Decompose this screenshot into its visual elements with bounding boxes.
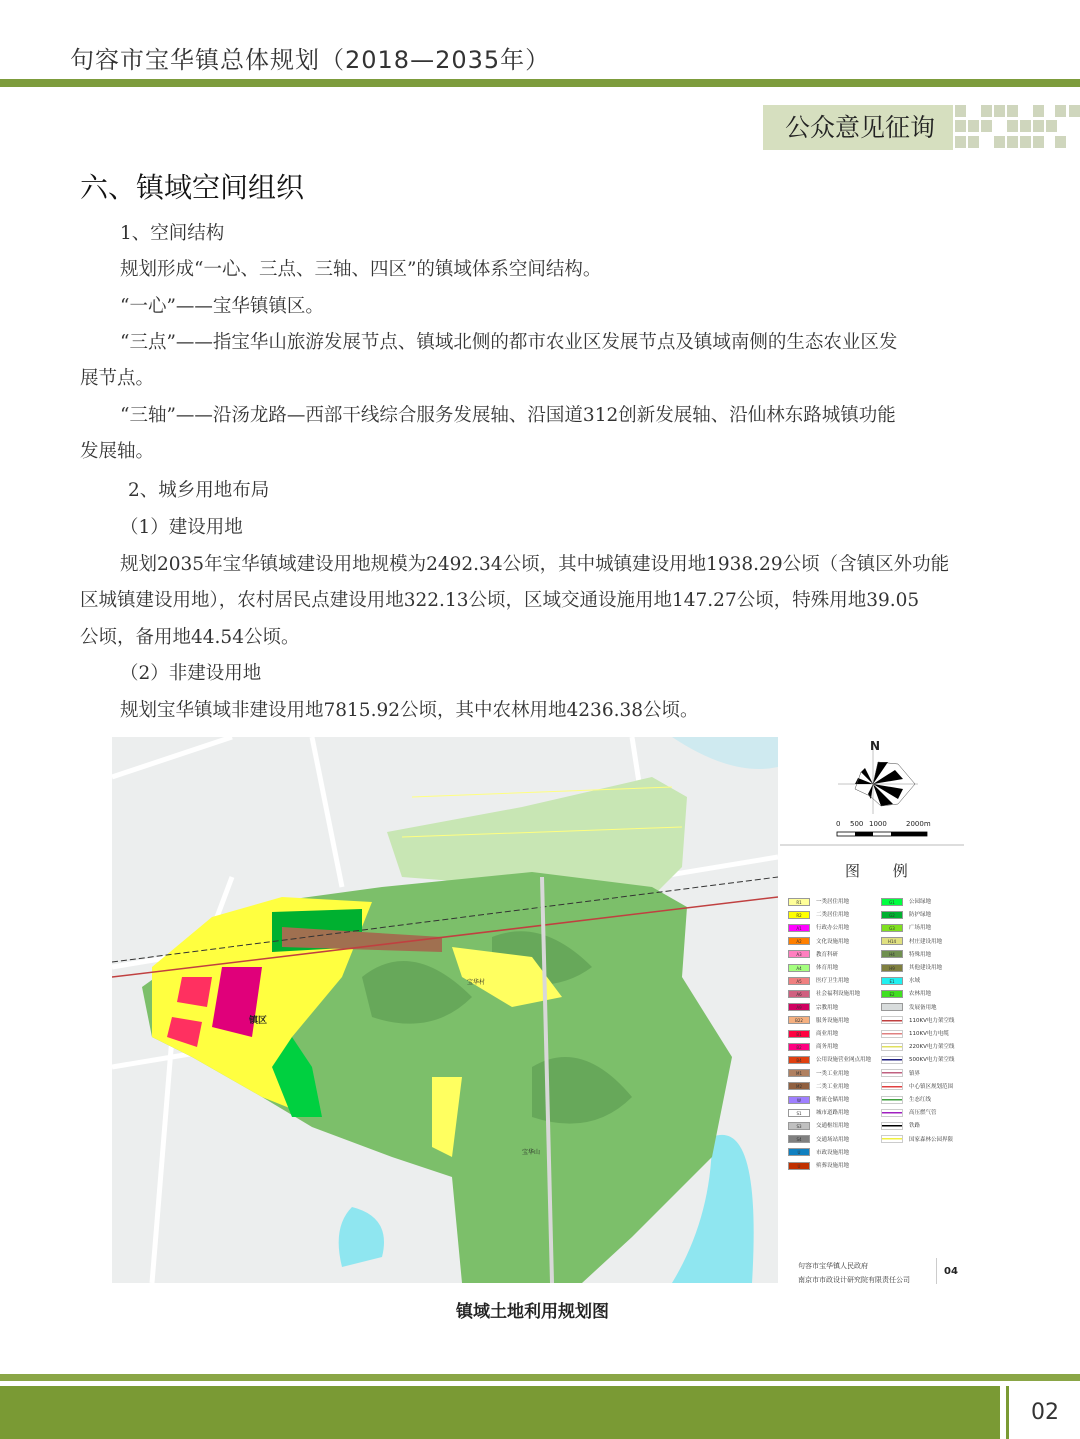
land-use-map	[112, 737, 778, 1283]
legend-label: 医疗卫生用地	[816, 978, 850, 985]
map-graphic	[112, 737, 778, 1283]
legend-label: 一类工业用地	[816, 1070, 850, 1077]
legend-label: 文化设施用地	[816, 938, 850, 945]
legend-swatch: B4	[788, 1056, 810, 1064]
paragraph: “一心”——宝华镇镇区。	[120, 296, 324, 317]
legend-label: 商务用地	[816, 1044, 839, 1051]
legend-label: 城市道路用地	[816, 1110, 850, 1117]
legend-swatch: U	[788, 1148, 810, 1156]
legend-label: 教育科研	[816, 951, 839, 958]
legend-label: 镇界	[909, 1070, 921, 1077]
legend-swatch: M1	[788, 1069, 810, 1077]
legend-swatch: B1	[788, 1030, 810, 1038]
scale-label: 0	[836, 820, 841, 828]
legend-item	[881, 937, 942, 947]
legend-item	[788, 976, 849, 986]
legend-swatch	[881, 1016, 903, 1024]
paragraph: 公顷，备用地44.54公顷。	[80, 627, 300, 648]
legend-swatch	[881, 1096, 903, 1104]
legend-item	[881, 989, 931, 999]
paragraph: （2）非建设用地	[120, 663, 262, 684]
legend-swatch: H9	[881, 964, 903, 972]
legend-label: 特殊用地	[909, 951, 932, 958]
legend-label: 行政办公用地	[816, 925, 850, 932]
map-label-mountain: 宝华山	[522, 1149, 541, 1156]
sheet-number: 04	[944, 1266, 958, 1277]
map-label-village: 宝华村	[467, 979, 486, 986]
legend-item	[788, 963, 838, 973]
legend-label: 农林用地	[909, 991, 932, 998]
legend-item	[788, 1029, 838, 1039]
legend-item	[788, 1042, 838, 1052]
legend-swatch: R2	[788, 911, 810, 919]
paragraph: 区城镇建设用地），农村居民点建设用地322.13公顷，区域交通设施用地147.27公顷，特殊用地39.05	[80, 590, 920, 611]
legend-item	[788, 1148, 849, 1158]
legend-label: 广场用地	[909, 925, 932, 932]
legend-swatch: G1	[881, 898, 903, 906]
legend-label: 村庄建设用地	[909, 938, 943, 945]
legend-item	[881, 1082, 953, 1092]
legend-label: 服务设施用地	[816, 1017, 850, 1024]
credit-divider	[936, 1258, 937, 1284]
legend-swatch: G3	[881, 924, 903, 932]
paragraph: “三点”——指宝华山旅游发展节点、镇域北侧的都市农业区发展节点及镇域南侧的生态农业区发	[120, 332, 898, 353]
north-label: N	[870, 739, 881, 753]
paragraph: 2、城乡用地布局	[128, 480, 270, 501]
legend-label: 二类工业用地	[816, 1083, 850, 1090]
legend-label: 110KV电力架空线	[909, 1017, 955, 1024]
paragraph: （1）建设用地	[120, 517, 243, 538]
legend-label: 交通枢纽用地	[816, 1123, 850, 1130]
legend-item	[788, 1095, 849, 1105]
legend-item	[881, 1135, 953, 1145]
legend-item	[788, 1082, 849, 1092]
legend-swatch	[881, 1069, 903, 1077]
map-label-town: 镇区	[249, 1016, 268, 1026]
legend-swatch: E2	[881, 990, 903, 998]
legend-label: 二类居住用地	[816, 912, 850, 919]
scale-label: 1000	[869, 820, 887, 828]
legend-item	[881, 1055, 954, 1065]
legend-label: 防护绿地	[909, 912, 932, 919]
legend-item	[881, 1121, 920, 1131]
legend-title: 图 例	[845, 862, 922, 880]
legend-swatch: A4	[788, 964, 810, 972]
legend-swatch: R1	[788, 898, 810, 906]
legend-label: 一类居住用地	[816, 899, 850, 905]
legend-swatch: B2	[788, 1043, 810, 1051]
header-rule	[0, 79, 1080, 87]
credit-designer: 南京市市政设计研究院有限责任公司	[798, 1276, 910, 1284]
legend-label: 交通场站用地	[816, 1136, 850, 1143]
legend-swatch: B22	[788, 1016, 810, 1024]
legend-swatch: H14	[881, 937, 903, 945]
footer-band	[0, 1386, 1000, 1439]
legend-swatch: H4	[881, 950, 903, 958]
legend-swatch	[881, 1082, 903, 1090]
legend-item	[788, 1016, 849, 1026]
legend-swatch: A1	[788, 924, 810, 932]
paragraph: 规划形成“一心、三点、三轴、四区”的镇域体系空间结构。	[120, 259, 602, 280]
legend-item	[788, 1121, 849, 1131]
legend-label: 殡葬设施用地	[816, 1163, 850, 1169]
legend-item	[881, 910, 931, 920]
legend-label: 110KV电力电缆	[909, 1031, 949, 1037]
legend-item	[788, 937, 849, 947]
legend-label: 商业用地	[816, 1031, 839, 1037]
legend-item	[788, 950, 838, 960]
legend-item	[881, 976, 920, 986]
legend-swatch: E1	[881, 977, 903, 985]
paragraph: 规划2035年宝华镇域建设用地规模为2492.34公顷，其中城镇建设用地1938.29公顷（含镇区外功能	[120, 554, 950, 575]
legend-swatch: G2	[881, 911, 903, 919]
legend-label: 公用设施营业网点用地	[816, 1057, 872, 1064]
legend-label: 220KV电力架空线	[909, 1044, 955, 1051]
legend-label: 其他建设用地	[909, 965, 943, 971]
legend-item	[881, 897, 931, 907]
legend-swatch: A6	[788, 990, 810, 998]
legend-label: 中心镇区规划范围	[909, 1083, 954, 1090]
page-number: 02	[1031, 1400, 1059, 1425]
legend-swatch: A3	[788, 950, 810, 958]
legend-label: 水域	[909, 978, 921, 985]
footer-rule	[0, 1374, 1080, 1381]
legend-item	[881, 923, 931, 933]
legend-label: 社会福利设施用地	[816, 991, 861, 998]
legend-item	[788, 1161, 849, 1171]
legend-item	[881, 1029, 949, 1039]
legend-swatch	[881, 1109, 903, 1117]
legend-label: 物流仓储用地	[816, 1097, 850, 1103]
legend-swatch	[881, 1043, 903, 1051]
paragraph: 1、空间结构	[120, 223, 225, 244]
paragraph: 展节点。	[80, 368, 155, 389]
paragraph: 规划宝华镇域非建设用地7815.92公顷，其中农林用地4236.38公顷。	[120, 700, 699, 721]
legend-label: 高压燃气管	[909, 1110, 937, 1117]
map-caption: 镇域土地利用规划图	[456, 1302, 609, 1322]
legend-item	[788, 1003, 838, 1013]
legend-item	[788, 897, 849, 907]
legend-swatch: M2	[788, 1082, 810, 1090]
legend-swatch	[881, 1003, 903, 1011]
legend-item	[881, 1042, 954, 1052]
paragraph: “三轴”——沿汤龙路—西部干线综合服务发展轴、沿国道312创新发展轴、沿仙林东路城镇功能	[120, 405, 896, 426]
legend-swatch: S1	[788, 1109, 810, 1117]
legend-item	[881, 1003, 937, 1013]
legend-item	[881, 950, 931, 960]
legend-swatch: A5	[788, 977, 810, 985]
document-title: 句容市宝华镇总体规划（2018—2035年）	[70, 46, 551, 74]
legend-swatch	[881, 1056, 903, 1064]
legend-label: 国家森林公园界限	[909, 1136, 954, 1143]
legend-swatch: A9	[788, 1003, 810, 1011]
legend-swatch: U	[788, 1162, 810, 1170]
legend-label: 宗教用地	[816, 1004, 839, 1011]
legend-item	[881, 1095, 931, 1105]
legend-swatch: S3	[788, 1122, 810, 1130]
legend-swatch: A2	[788, 937, 810, 945]
legend-item	[881, 1016, 954, 1026]
legend-label: 500KV电力架空线	[909, 1057, 955, 1064]
scale-label: 500	[850, 820, 864, 828]
legend-swatch	[881, 1030, 903, 1038]
legend-item	[881, 1069, 920, 1079]
legend-label: 发展备用地	[909, 1004, 937, 1011]
legend-item	[788, 1135, 849, 1145]
section-tag: 公众意见征询	[763, 105, 953, 150]
legend-swatch	[881, 1135, 903, 1143]
legend-item	[788, 1055, 871, 1065]
legend-swatch: W	[788, 1096, 810, 1104]
north-arrow-icon	[838, 749, 918, 814]
legend-item	[881, 963, 942, 973]
scale-label: 2000m	[906, 820, 931, 828]
legend-label: 公园绿地	[909, 899, 932, 905]
legend-item	[788, 989, 860, 999]
legend-label: 市政设施用地	[816, 1149, 850, 1156]
paragraph: 发展轴。	[80, 441, 155, 462]
legend-swatch	[881, 1122, 903, 1130]
legend-item	[788, 1069, 849, 1079]
credit-client: 句容市宝华镇人民政府	[798, 1262, 868, 1270]
section-heading: 六、镇域空间组织	[80, 171, 305, 204]
legend-label: 铁路	[909, 1123, 921, 1130]
legend-item	[788, 923, 849, 933]
legend-label: 体育用地	[816, 965, 839, 971]
legend-item	[788, 1108, 849, 1118]
legend-item	[788, 910, 849, 920]
legend-item	[881, 1108, 937, 1118]
legend-label: 生态红线	[909, 1097, 932, 1103]
legend-swatch: S4	[788, 1135, 810, 1143]
